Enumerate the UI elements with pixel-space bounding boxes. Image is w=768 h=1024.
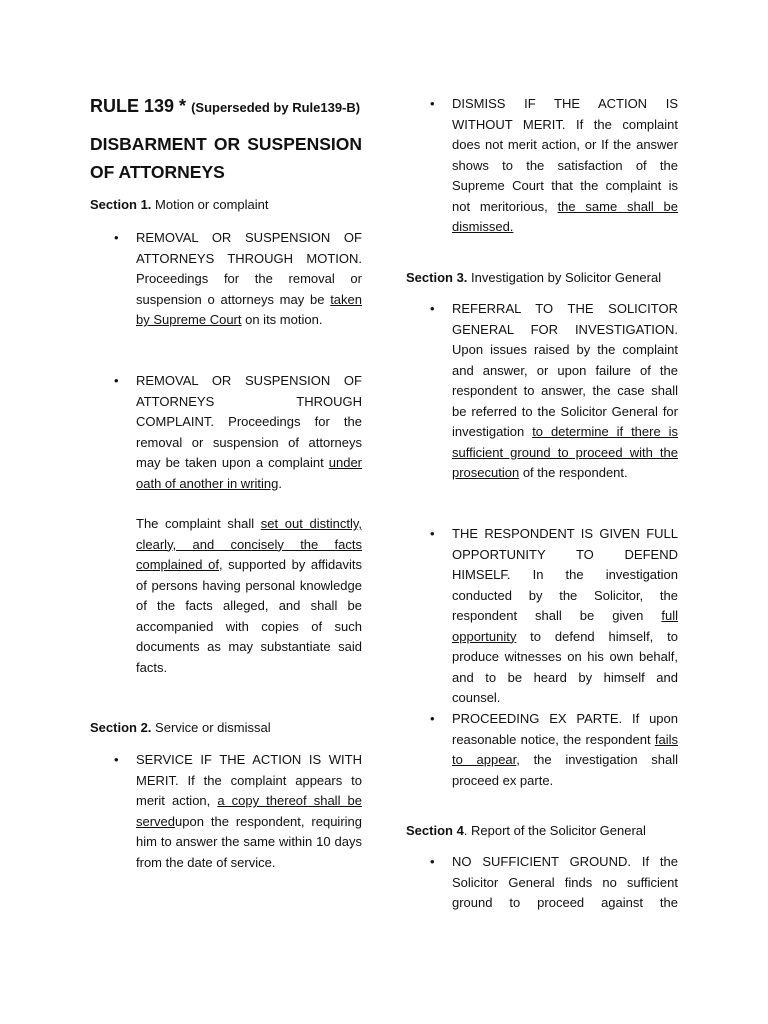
rule-superseded-note: (Superseded by Rule139-B) [191, 100, 361, 115]
section-2-label: Section 2. [90, 720, 152, 735]
bullet-icon: • [114, 373, 119, 388]
bullet-icon: • [114, 230, 119, 245]
list-item: • REFERRAL TO THE SOLICITOR GENERAL FOR INVESTIGATION. Upon issues raised by the complaint and answer, or upon failure of the respondent to answer, the case shall be referred to the Solicitor General for investigation to determine if there is sufficient ground to proceed with the prosecution of the respondent. [430, 301, 678, 480]
bullet-icon: • [430, 301, 435, 316]
section-4-title: . Report of the Solicitor General [463, 823, 646, 838]
section-2-title: Service or dismissal [155, 720, 271, 735]
list-item: • PROCEEDING EX PARTE. If upon reasonable notice, the respondent fails to appear, the investigation shall proceed ex parte. [430, 711, 678, 788]
bullet-icon: • [430, 854, 435, 869]
list-item: • DISMISS IF THE ACTION IS WITHOUT MERIT. If the complaint does not merit action, or If the answer shows to the satisfaction of the Supreme Court that the complaint is not meritorious, the same shall be dismissed. [430, 96, 678, 234]
bullet-icon: • [430, 96, 435, 111]
list-item: • SERVICE IF THE ACTION IS WITH MERIT. If the complaint appears to merit action, a copy thereof shall be servedupon the respondent, requiring him to answer the same within 10 days from the date of service. [114, 752, 362, 870]
bullet-icon: • [430, 711, 435, 726]
section-1-heading [90, 195, 269, 216]
list-item: • REMOVAL OR SUSPENSION OF ATTORNEYS THROUGH MOTION. Proceedings for the removal or suspension o attorneys may be taken by Supreme Court on its motion. [114, 230, 362, 327]
section-3-label: Section 3. [406, 270, 468, 285]
section-1-title: Motion or complaint [155, 197, 269, 212]
list-item: • THE RESPONDENT IS GIVEN FULL OPPORTUNITY TO DEFEND HIMSELF. In the investigation conducted by the Solicitor, the respondent shall be given full opportunity to defend himself, to produce witnesses on his own behalf, and to be heard by himself and counsel. [430, 526, 678, 705]
list-item: • NO SUFFICIENT GROUND. If the Solicitor General finds no sufficient ground to proceed against the [430, 854, 678, 910]
bullet-icon: • [114, 752, 119, 767]
section-2-heading [90, 718, 271, 739]
list-item: • REMOVAL OR SUSPENSION OF ATTORNEYS THROUGH COMPLAINT. Proceedings for the removal or suspension of attorneys may be taken upon a complaint under oath of another in writing. [114, 373, 362, 491]
section-1-label: Section 1. [90, 197, 152, 212]
rule-number: RULE 139 * [90, 96, 187, 116]
section-4-label: Section 4 [406, 823, 464, 838]
bullet-icon: • [430, 526, 435, 541]
section-4-heading [406, 821, 646, 842]
complaint-paragraph: The complaint shall set out distinctly, clearly, and concisely the facts complained of, supported by affidavits of persons having personal knowledge of the facts alleged, and shall be accompanied with copies of such documents as may substantiate said facts. [136, 516, 362, 675]
section-3-title: Investigation by Solicitor General [471, 270, 662, 285]
section-3-heading [406, 268, 661, 289]
page-title: DISBARMENT OR SUSPENSION OF ATTORNEYS [90, 134, 362, 182]
rule-title [90, 94, 360, 120]
